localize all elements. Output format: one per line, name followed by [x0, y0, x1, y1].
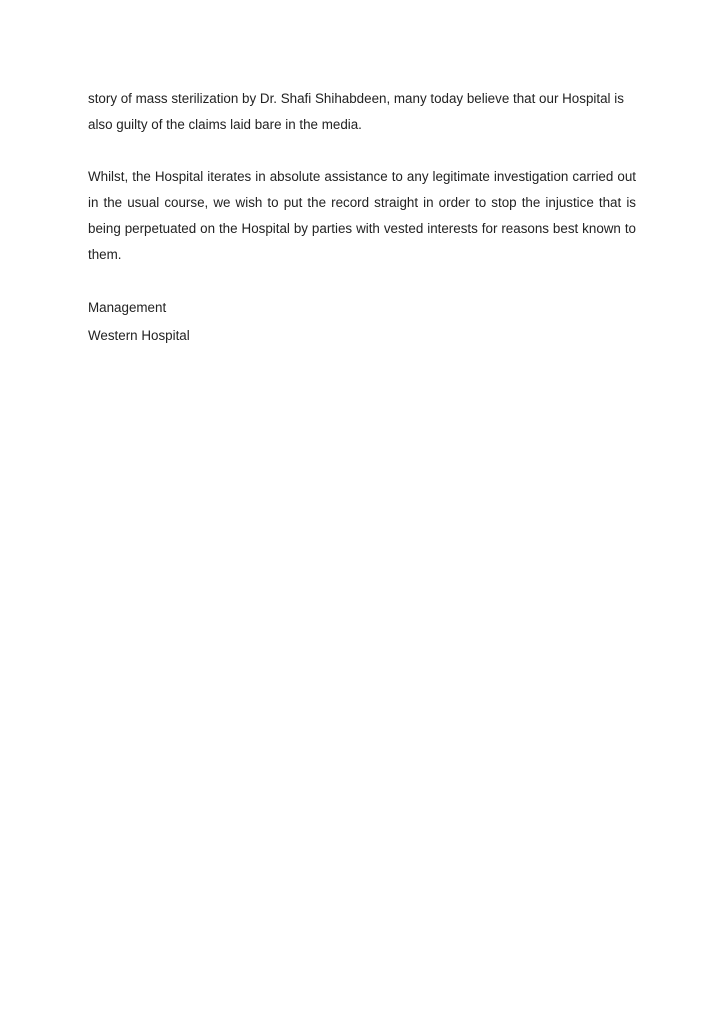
- signature-block: [88, 294, 636, 350]
- paragraph-continuation: story of mass sterilization by Dr. Shafi Shihabdeen, many today believe that our Hospital is also guilty of the claims laid bare in the media.: [88, 91, 624, 132]
- signature-management: Management: [88, 300, 167, 315]
- paragraph-statement: Whilst, the Hospital iterates in absolute assistance to any legitimate investigation carried out in the usual course, we wish to put the record straight in order to stop the injustice that is being perpetuated on the Hospital by parties with vested interests for reasons best known to them.: [88, 169, 636, 262]
- signature-organization: Western Hospital: [88, 328, 190, 343]
- document-body: [88, 86, 636, 350]
